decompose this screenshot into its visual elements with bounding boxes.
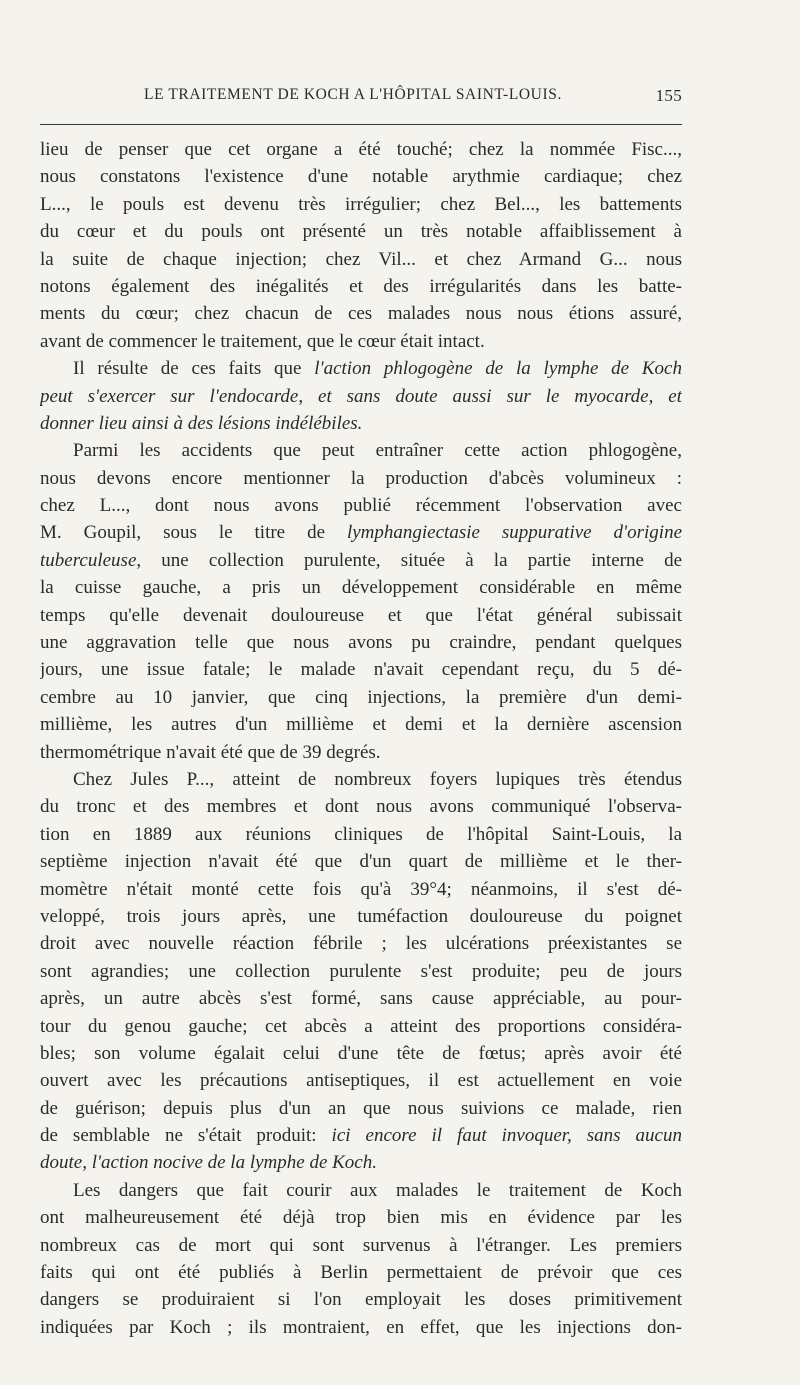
text-line: [40, 410, 682, 437]
text-line: [40, 246, 682, 273]
text-segment: nous devons encore mentionner la production d'abcès volumineux :: [40, 467, 682, 489]
text-segment: veloppé, trois jours après, une tuméfaction douloureuse du poignet: [40, 905, 682, 927]
text-line: [40, 1286, 682, 1313]
text-segment: cembre au 10 janvier, que cinq injections, la première d'un demi-: [40, 686, 682, 708]
text-line: [40, 191, 682, 218]
text-segment: M. Goupil, sous le titre de: [40, 522, 347, 544]
text-segment: indiquées par Koch ; ils montraient, en effet, que les injections don-: [40, 1316, 682, 1338]
text-line: [40, 519, 682, 546]
text-line: [40, 793, 682, 820]
italic-segment: donner lieu ainsi à des lésions indélébiles.: [40, 412, 363, 434]
text-segment: L..., le pouls est devenu très irrégulier; chez Bel..., les battements: [40, 193, 682, 215]
italic-segment: peut s'exercer sur l'endocarde, et sans doute aussi sur le myocarde, et: [40, 385, 682, 407]
text-segment: la suite de chaque injection; chez Vil... et chez Armand G... nous: [40, 248, 682, 270]
text-segment: droit avec nouvelle réaction fébrile ; les ulcérations préexistantes se: [40, 933, 682, 955]
text-line: [40, 218, 682, 245]
text-segment: Il résulte de ces faits que: [73, 358, 315, 380]
text-line: [40, 684, 682, 711]
text-segment: , une collection purulente, située à la partie interne de: [136, 549, 682, 571]
text-segment: bles; son volume égalait celui d'une tête de fœtus; après avoir été: [40, 1042, 682, 1064]
text-segment: jours, une issue fatale; le malade n'avait cependant reçu, du 5 dé-: [40, 659, 682, 681]
text-line: [40, 1314, 682, 1341]
text-segment: dangers se produiraient si l'on employait les doses primitivement: [40, 1289, 682, 1311]
text-line: [40, 711, 682, 738]
text-line: [40, 876, 682, 903]
text-line: [40, 1122, 682, 1149]
header-rule: [40, 124, 682, 125]
text-segment: Les dangers que fait courir aux malades le traitement de Koch: [73, 1179, 682, 1201]
text-line: [40, 1067, 682, 1094]
text-segment: sont agrandies; une collection purulente s'est produite; peu de jours: [40, 960, 682, 982]
text-line: [40, 273, 682, 300]
text-line: [40, 1232, 682, 1259]
text-line: [40, 574, 682, 601]
text-line: [40, 1259, 682, 1286]
text-segment: la cuisse gauche, a pris un développement considérable en même: [40, 577, 682, 599]
text-line: [40, 465, 682, 492]
text-line: [40, 136, 682, 163]
text-line: [40, 383, 682, 410]
italic-segment: tuberculeuse: [40, 549, 137, 571]
italic-segment: l'action phlogogène de la lymphe de Koch: [314, 358, 682, 380]
italic-segment: doute, l'action nocive de la lymphe de Koch.: [40, 1152, 377, 1174]
text-segment: temps qu'elle devenait douloureuse et que l'état général subissait: [40, 604, 682, 626]
text-segment: tion en 1889 aux réunions cliniques de l'hôpital Saint-Louis, la: [40, 823, 682, 845]
text-segment: notons également des inégalités et des irrégularités dans les batte-: [40, 275, 682, 297]
text-line: [40, 602, 682, 629]
text-segment: ont malheureusement été déjà trop bien mis en évidence par les: [40, 1207, 682, 1229]
text-line: [40, 1040, 682, 1067]
text-segment: une aggravation telle que nous avons pu craindre, pendant quelques: [40, 632, 682, 654]
text-segment: chez L..., dont nous avons publié récemment l'observation avec: [40, 495, 682, 517]
text-line: [40, 629, 682, 656]
text-line: [40, 1177, 682, 1204]
body-text: [40, 136, 682, 1341]
text-segment: septième injection n'avait été que d'un quart de millième et le ther-: [40, 851, 682, 873]
text-line: [40, 163, 682, 190]
text-segment: nous constatons l'existence d'une notable arythmie cardiaque; chez: [40, 166, 682, 188]
text-segment: de semblable ne s'était produit:: [40, 1125, 332, 1147]
text-segment: du tronc et des membres et dont nous avons communiqué l'observa-: [40, 796, 682, 818]
text-line: [40, 848, 682, 875]
text-segment: après, un autre abcès s'est formé, sans cause appréciable, au pour-: [40, 988, 682, 1010]
text-segment: lieu de penser que cet organe a été touché; chez la nommée Fisc...,: [40, 139, 682, 160]
text-segment: du cœur et du pouls ont présenté un très notable affaiblissement à: [40, 221, 682, 243]
text-segment: ouvert avec les précautions antiseptiques, il est actuellement en voie: [40, 1070, 682, 1092]
running-title: LE TRAITEMENT DE KOCH A L'HÔPITAL SAINT-LOUIS.: [144, 86, 562, 103]
text-line: [40, 1095, 682, 1122]
text-segment: ments du cœur; chez chacun de ces malades nous nous étions assuré,: [40, 303, 682, 325]
text-line: [40, 656, 682, 683]
text-line: [40, 300, 682, 327]
text-line: [40, 355, 682, 382]
text-line: [40, 1204, 682, 1231]
text-segment: Parmi les accidents que peut entraîner cette action phlogogène,: [73, 440, 682, 462]
text-segment: nombreux cas de mort qui sont survenus à l'étranger. Les premiers: [40, 1234, 682, 1256]
text-segment: momètre n'était monté cette fois qu'à 39°4; néanmoins, il s'est dé-: [40, 878, 682, 900]
page-number: 155: [655, 86, 682, 105]
text-line: [40, 958, 682, 985]
page-header: [40, 86, 682, 110]
text-line: [40, 985, 682, 1012]
text-line: [40, 547, 682, 574]
text-line: [40, 1013, 682, 1040]
text-segment: Chez Jules P..., atteint de nombreux foyers lupiques très étendus: [73, 768, 682, 790]
text-line: [40, 328, 682, 355]
text-line: [40, 930, 682, 957]
text-segment: millième, les autres d'un millième et demi et la dernière ascension: [40, 714, 682, 736]
text-segment: de guérison; depuis plus d'un an que nous suivions ce malade, rien: [40, 1097, 682, 1119]
text-line: [40, 492, 682, 519]
text-line: [40, 437, 682, 464]
text-line: [40, 903, 682, 930]
text-segment: thermométrique n'avait été que de 39 degrés.: [40, 741, 381, 763]
italic-segment: ici encore il faut invoquer, sans aucun: [331, 1125, 682, 1147]
text-line: [40, 821, 682, 848]
italic-segment: lymphangiectasie suppurative d'origine: [346, 522, 682, 544]
text-line: [40, 1149, 682, 1176]
text-segment: avant de commencer le traitement, que le cœur était intact.: [40, 330, 485, 352]
text-line: [40, 739, 682, 766]
text-segment: faits qui ont été publiés à Berlin permettaient de prévoir que ces: [40, 1262, 682, 1284]
text-line: [40, 766, 682, 793]
text-segment: tour du genou gauche; cet abcès a atteint des proportions considéra-: [40, 1015, 682, 1037]
